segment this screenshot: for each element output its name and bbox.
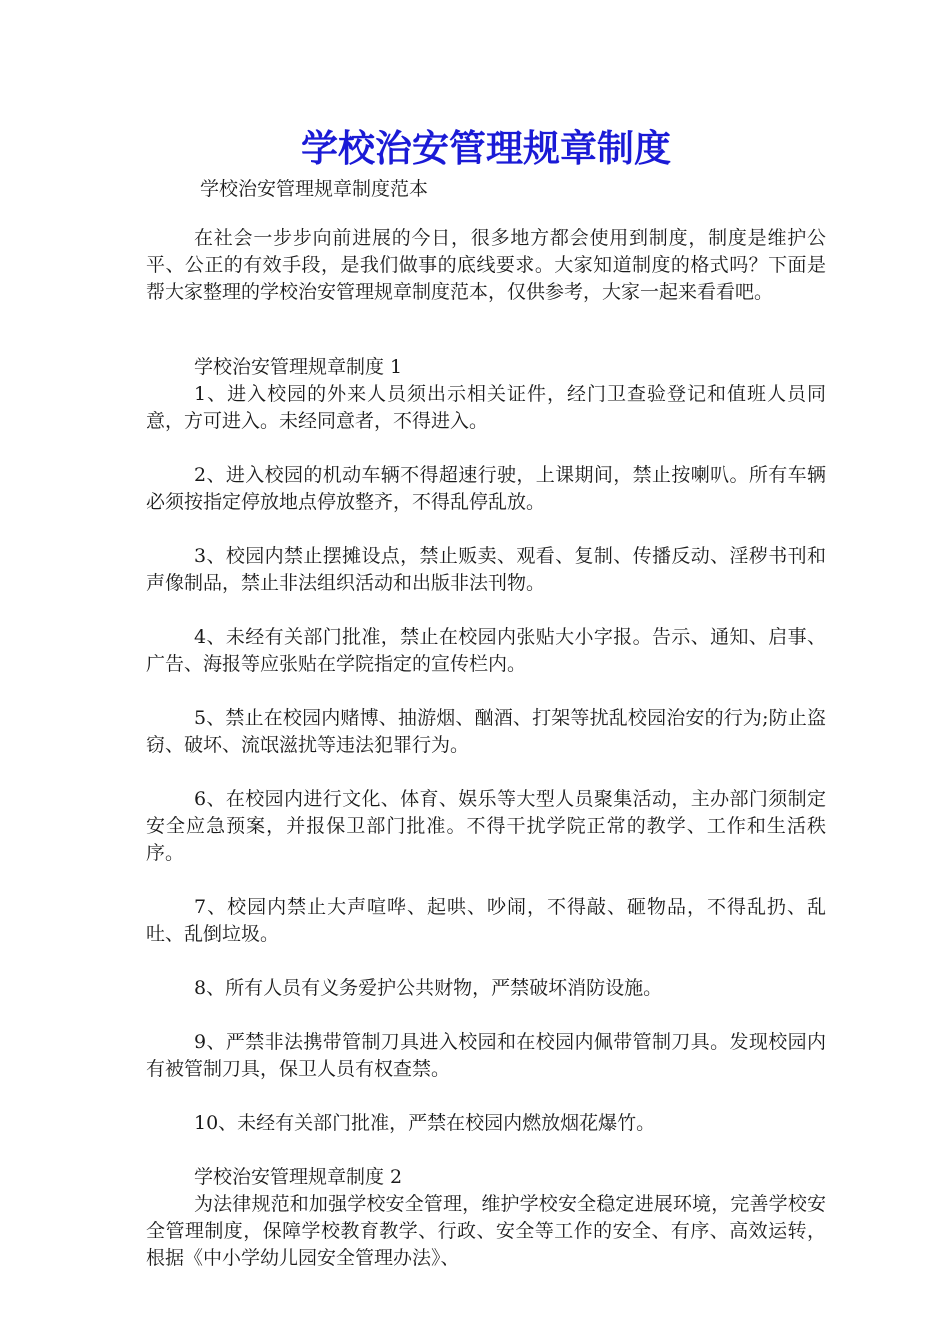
section-2-paragraph: 为法律规范和加强学校安全管理，维护学校安全稳定进展环境，完善学校安全管理制度，保障学校教育教学、行政、安全等工作的安全、有序、高效运转，根据《中小学幼儿园安全管理办法》、 [146, 1193, 826, 1269]
rule-item: 6、在校园内进行文化、体育、娱乐等大型人员聚集活动，主办部门须制定安全应急预案，并报保卫部门批准。不得干扰学院正常的教学、工作和生活秩序。 [146, 788, 826, 864]
section-2-heading: 学校治安管理规章制度 2 [194, 1166, 403, 1188]
intro-paragraph: 在社会一步步向前进展的今日，很多地方都会使用到制度，制度是维护公平、公正的有效手段，是我们做事的底线要求。大家知道制度的格式吗？下面是帮大家整理的学校治安管理规章制度范本，仅供参考，大家一起来看看吧。 [146, 227, 826, 303]
rule-item: 5、禁止在校园内赌博、抽游烟、酗酒、打架等扰乱校园治安的行为;防止盗窃、破坏、流氓滋扰等违法犯罪行为。 [146, 707, 826, 756]
rule-item: 1、进入校园的外来人员须出示相关证件，经门卫查验登记和值班人员同意，方可进入。未经同意者，不得进入。 [146, 383, 826, 432]
rule-item: 3、校园内禁止摆摊设点，禁止贩卖、观看、复制、传播反动、淫秽书刊和声像制品，禁止非法组织活动和出版非法刊物。 [146, 545, 826, 594]
section-1-heading: 学校治安管理规章制度 1 [194, 356, 403, 378]
page-title: 学校治安管理规章制度 [301, 127, 671, 170]
rule-item: 4、未经有关部门批准，禁止在校园内张贴大小字报。告示、通知、启事、广告、海报等应张贴在学院指定的宣传栏内。 [146, 626, 826, 675]
document-body [146, 124, 826, 1272]
document-subtitle: 学校治安管理规章制度范本 [200, 178, 429, 200]
rule-item: 7、校园内禁止大声喧哗、起哄、吵闹，不得敲、砸物品，不得乱扔、乱吐、乱倒垃圾。 [146, 896, 826, 945]
rule-item: 2、进入校园的机动车辆不得超速行驶，上课期间，禁止按喇叭。所有车辆必须按指定停放地点停放整齐，不得乱停乱放。 [146, 464, 826, 513]
rule-item: 10、未经有关部门批准，严禁在校园内燃放烟花爆竹。 [194, 1112, 656, 1134]
rule-item: 9、严禁非法携带管制刀具进入校园和在校园内佩带管制刀具。发现校园内有被管制刀具，保卫人员有权查禁。 [146, 1031, 826, 1080]
rule-item: 8、所有人员有义务爱护公共财物，严禁破坏消防设施。 [194, 977, 663, 999]
